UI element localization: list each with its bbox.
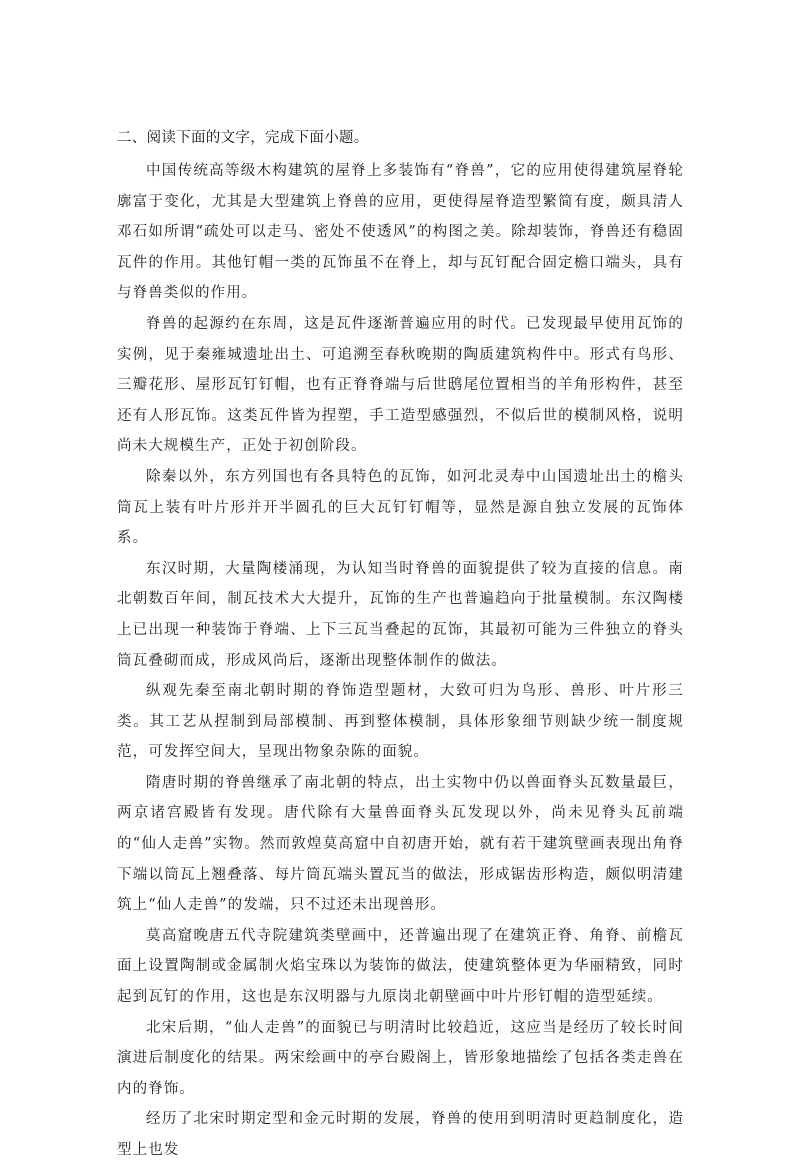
paragraph-3: 除秦以外，东方列国也有各具特色的瓦饰，如河北灵寿中山国遗址出土的檐头筒瓦上装有叶片形并开半圆孔的巨大瓦钉钉帽等，显然是源自独立发展的瓦饰体系。: [117, 468, 684, 547]
section-heading: 二、阅读下面的文字，完成下面小题。: [117, 130, 369, 146]
paragraph-5: 纵观先秦至南北朝时期的脊饰造型题材，大致可归为鸟形、兽形、叶片形三类。其工艺从捏制到局部模制、再到整体模制，具体形象细节则缺少统一制度规范，可发挥空间大，呈现出物象杂陈的面貌。: [117, 683, 684, 761]
paragraph-6: 隋唐时期的脊兽继承了南北朝的特点，出土实物中仍以兽面脊头瓦数量最巨，两京诸宫殿皆有发现。唐代除有大量兽面脊头瓦发现以外，尚未见脊头瓦前端的“仙人走兽”实物。然而敦煌莫高窟中自初唐开始，就有若干建筑壁画表现出角脊下端以筒瓦上翘叠落、每片筒瓦端头置瓦当的做法，形成锯齿形构造，颇似明清建筑上“仙人走兽”的发端，只不过还未出现兽形。: [117, 774, 684, 914]
paragraph-4: 东汉时期，大量陶楼涌现，为认知当时脊兽的面貌提供了较为直接的信息。南北朝数百年间，制瓦技术大大提升，瓦饰的生产也普遍趋向于批量模制。东汉陶楼上已出现一种装饰于脊端、上下三瓦当叠起的瓦饰，其最初可能为三件独立的脊头筒瓦叠砌而成，形成风尚后，逐渐出现整体制作的做法。: [117, 560, 684, 669]
paragraph-2: 脊兽的起源约在东周，这是瓦件逐渐普遍应用的时代。已发现最早使用瓦饰的实例，见于秦雍城遗址出土、可追溯至春秋晚期的陶质建筑构件中。形式有鸟形、三瓣花形、屋形瓦钉钉帽，也有正脊脊端与后世鸱尾位置相当的羊角形构件，甚至还有人形瓦饰。这类瓦件皆为捏塑，手工造型感强烈，不似后世的模制风格，说明尚未大规模生产，正处于初创阶段。: [117, 315, 684, 455]
paragraph-1: 中国传统高等级木构建筑的屋脊上多装饰有“脊兽”，它的应用使得建筑屋脊轮廓富于变化，尤其是大型建筑上脊兽的应用，更使得屋脊造型繁简有度，颇具清人邓石如所谓“疏处可以走马、密处不使透风”的构图之美。除却装饰，脊兽还有稳固瓦件的作用。其他钉帽一类的瓦饰虽不在脊上，却与瓦钉配合固定檐口端头，具有与脊兽类似的作用。: [117, 163, 684, 302]
paragraph-8: 北宋后期，“仙人走兽”的面貌已与明清时比较趋近，这应当是经历了较长时间演进后制度化的结果。两宋绘画中的亭台殿阁上，皆形象地描绘了包括各类走兽在内的脊饰。: [117, 1019, 684, 1097]
paragraph-9: 经历了北宋时期定型和金元时期的发展，脊兽的使用到明清时更趋制度化，造型上也发: [117, 1111, 684, 1158]
paragraph-7: 莫高窟晚唐五代寺院建筑类壁画中，还普遍出现了在建筑正脊、角脊、前檐瓦面上设置陶制或金属制火焰宝珠以为装饰的做法，使建筑整体更为华丽精致，同时起到瓦钉的作用，这也是东汉明器与九原岗北朝壁画中叶片形钉帽的造型延续。: [117, 927, 684, 1006]
